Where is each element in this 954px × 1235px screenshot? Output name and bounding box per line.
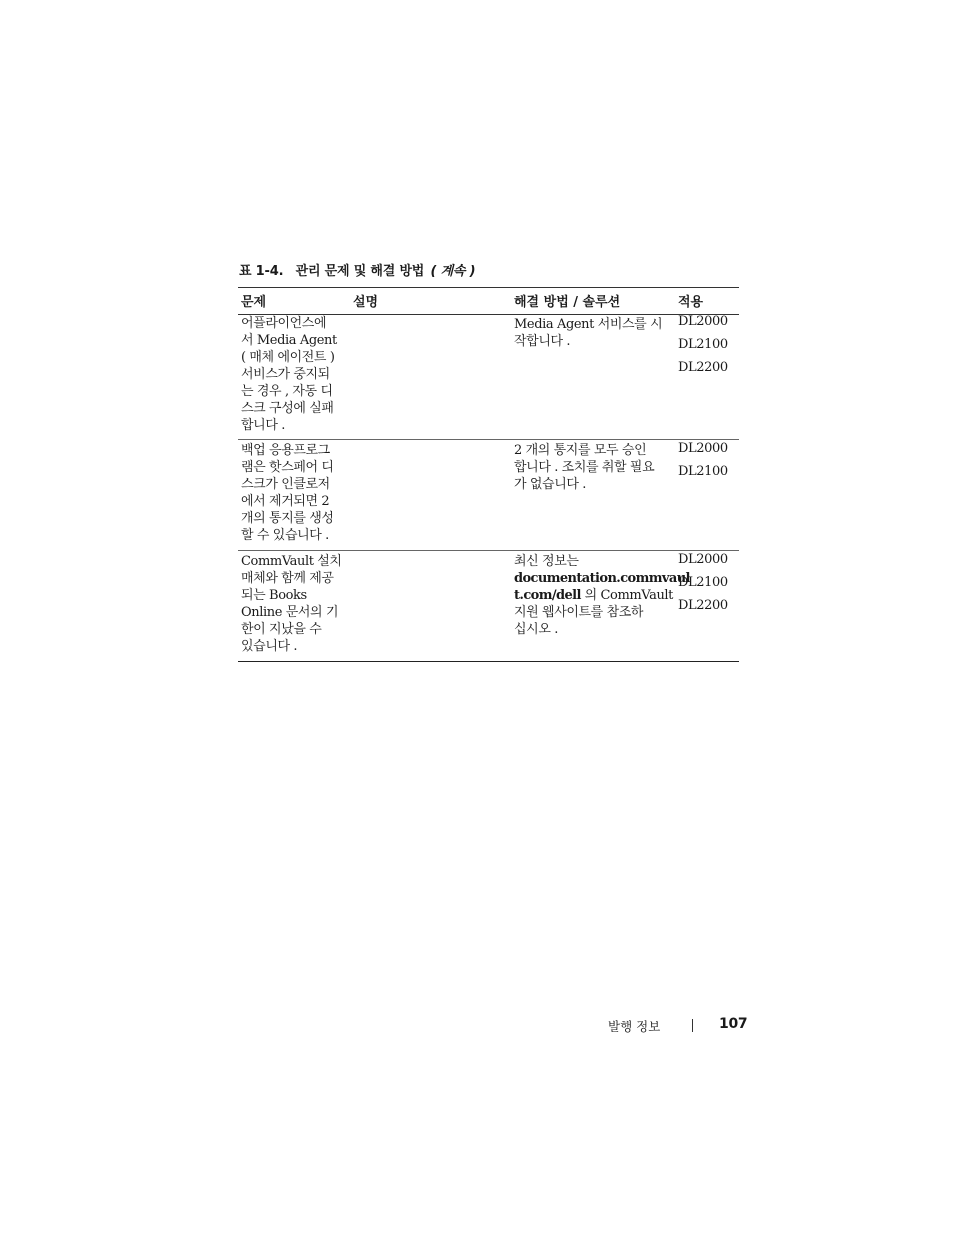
solution-line: 작합니다 . <box>514 334 571 349</box>
page-number: 107 <box>719 1016 748 1032</box>
header-solution: 해결 방법 / 솔루션 <box>514 295 621 310</box>
table-row <box>238 313 739 440</box>
problem-line: 서 Media Agent <box>241 333 337 348</box>
table-caption <box>239 260 475 279</box>
model-label: DL2000 <box>678 314 728 329</box>
table-header-row <box>238 287 739 315</box>
header-applies: 적용 <box>678 295 704 310</box>
header-problem: 문제 <box>241 295 267 310</box>
model-label: DL2200 <box>678 598 728 613</box>
footer-section-title: 발행 정보 <box>608 1019 661 1034</box>
table-row <box>238 440 739 551</box>
model-label: DL2000 <box>678 552 728 567</box>
problem-line: 램은 핫스페어 디 <box>241 460 334 475</box>
model-label: DL2100 <box>678 337 728 352</box>
problem-line: 되는 Books <box>241 588 307 603</box>
solution-line: 지원 웹사이트를 참조하 <box>514 605 644 620</box>
row-problem-cell <box>241 315 337 434</box>
row-applies-cell <box>678 313 728 382</box>
solution-line-mixed <box>514 587 690 604</box>
solution-line: 합니다 . 조치를 취할 필요 <box>514 460 655 475</box>
problem-line: 있습니다 . <box>241 639 298 654</box>
problem-line: Online 문서의 기 <box>241 605 339 620</box>
problem-line: 한이 지났을 수 <box>241 622 322 637</box>
solution-line: 최신 정보는 <box>514 554 579 569</box>
table-caption-title: 관리 문제 및 해결 방법 <box>295 264 425 279</box>
model-label: DL2000 <box>678 441 728 456</box>
row-applies-cell <box>678 440 728 486</box>
row-solution-cell <box>514 316 662 350</box>
solution-link-line: documentation.commvaul <box>514 571 690 586</box>
problem-line: 백업 응용프로그 <box>241 443 330 458</box>
problem-line: 개의 통지를 생성 <box>241 511 334 526</box>
model-label: DL2200 <box>678 360 728 375</box>
row-applies-cell <box>678 551 728 620</box>
footer-separator <box>692 1019 693 1032</box>
problem-line: 할 수 있습니다 . <box>241 528 329 543</box>
table-caption-continued: ( 계속 ) <box>430 264 476 279</box>
solution-link-line: t.com/dell <box>514 588 581 603</box>
model-label: DL2100 <box>678 575 728 590</box>
problem-line: 서비스가 중지되 <box>241 367 330 382</box>
solution-line: 십시오 . <box>514 622 558 637</box>
row-solution-cell <box>514 442 654 493</box>
problem-line: CommVault 설치 <box>241 554 342 569</box>
solution-line: 가 없습니다 . <box>514 477 586 492</box>
problem-line: 는 경우 , 자동 디 <box>241 384 333 399</box>
table-row <box>238 551 739 662</box>
problem-line: 스크 구성에 실패 <box>241 401 334 416</box>
row-solution-cell <box>514 553 690 638</box>
row-problem-cell <box>241 442 334 544</box>
solution-line: Media Agent 서비스를 시 <box>514 317 663 332</box>
problem-line: 어플라이언스에 <box>241 316 327 331</box>
row-problem-cell <box>241 553 342 655</box>
problem-line: 스크가 인클로저 <box>241 477 330 492</box>
solution-line-suffix: 의 CommVault <box>580 588 674 603</box>
header-description: 설명 <box>353 295 379 310</box>
problem-line: 매체와 함께 제공 <box>241 571 334 586</box>
model-label: DL2100 <box>678 464 728 479</box>
problem-line: ( 매체 에이전트 ) <box>241 350 335 365</box>
solution-line: 2 개의 통지를 모두 승인 <box>514 443 647 458</box>
problem-line: 합니다 . <box>241 418 285 433</box>
problem-line: 에서 제거되면 2 <box>241 494 330 509</box>
table-caption-label: 표 1-4. <box>239 264 284 279</box>
page-footer <box>0 1016 954 1036</box>
